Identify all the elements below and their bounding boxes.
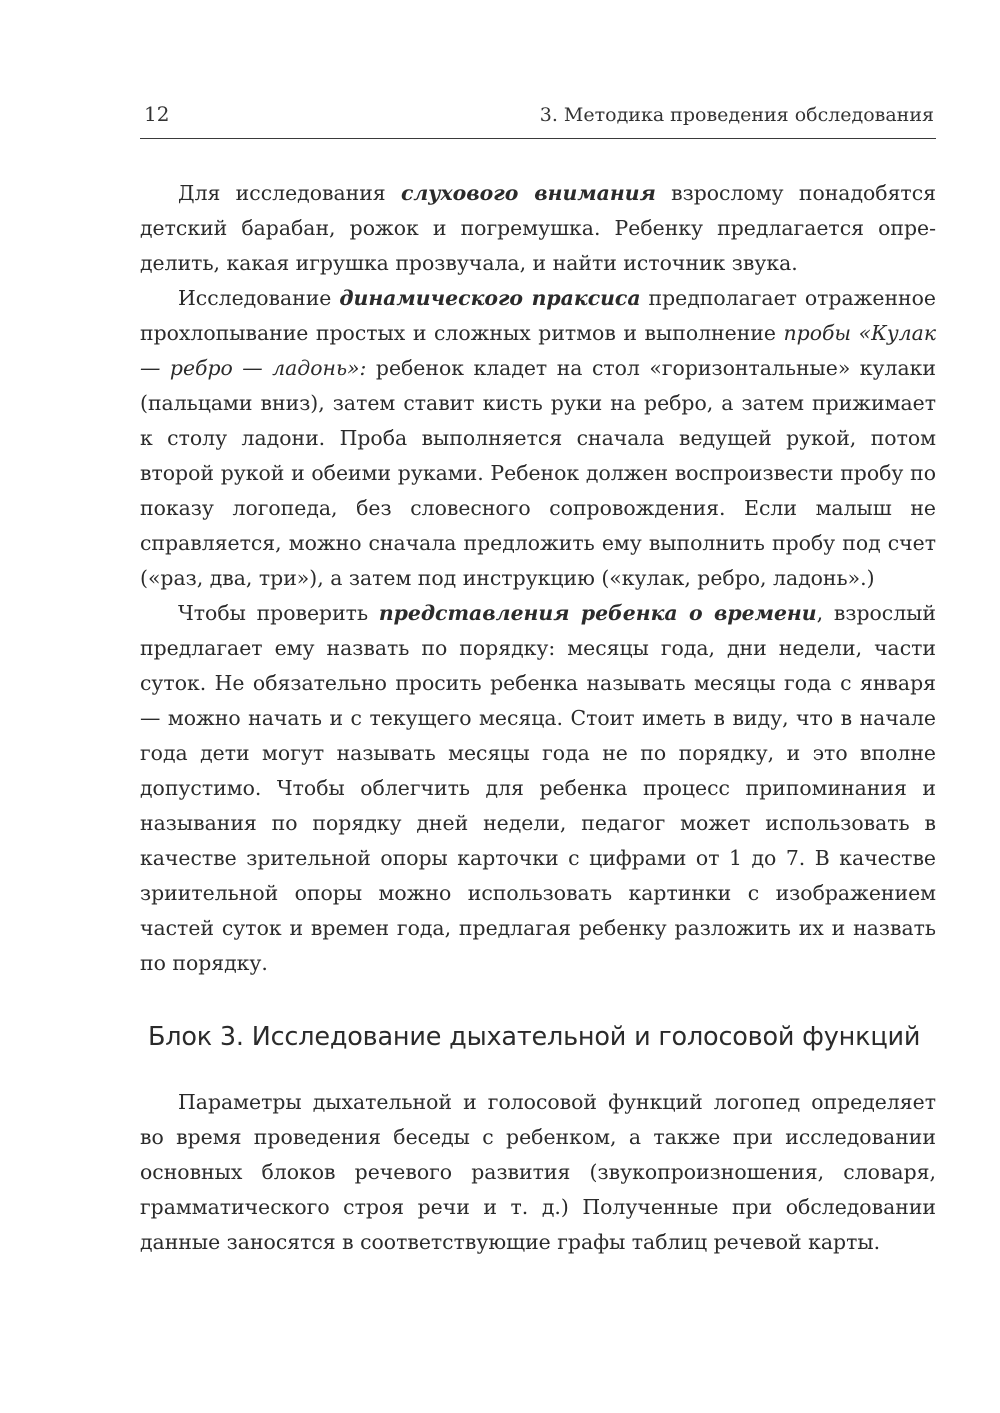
paragraph-text: ребенок кладет на стол «горизонтальные» кулаки (пальцами вниз), затем ставит кисть руки на ребро, а затем прижимает к столу ладони. Проба выполняется сначала ведущей рукой, потом второй рукой и обеими руками. Ребенок должен воспроизвести пробу по показу логопеда, без словесного сопровождения. Если малыш не справляется, можно сначала предложить ему выполнить пробу под счет («раз, два, три»), а затем под инструкцию («кулак, ребро, ладонь».) [140,356,936,590]
running-title: 3. Методика проведения обследования [539,104,934,126]
key-term: представления ребенка о времени [378,601,817,625]
paragraph-breathing-voice: Параметры дыхательной и голосовой функций логопед определяет во время проведения беседы с ребенком, а также при исследовании основных блоков речевого развития (звукопроизношения, словаря, грамматического строя речи и т. д.) Полученные при обследовании данные заносятся в соответствующие графы таблиц речевой карты. [140,1090,936,1254]
page-header [140,98,936,139]
paragraph-text: , взрослый предлагает ему назвать по порядку: месяцы года, дни недели, части суток. Не обязательно просить ребенка называть месяцы года с января — можно начать и с текущего месяца. Стоит иметь в виду, что в начале года дети могут называть месяцы года не по порядку, и это вполне допустимо. Чтобы облегчить для ребенка процесс припоминания и называния по порядку дней недели, педагог может использовать в качестве зрительной опоры карточки с цифрами от 1 до 7. В качестве зриительной опоры можно использовать картинки с изображением частей суток и времен года, предлагая ребенку разложить их и назвать по порядку. [140,601,936,975]
page-number: 12 [144,102,170,126]
section-heading: Блок 3. Исследование дыхательной и голосовой функций [148,1022,921,1052]
paragraph-time-concepts [140,596,936,981]
paragraph-dynamic-praxis [140,281,936,596]
key-term: слухового внимания [400,181,656,205]
paragraph-text: взрослому понадобятся детский барабан, рожок и погремушка. Ребенку предлагается определить, какая игрушка прозвучала, и найти источник звука. [140,181,936,275]
paragraph-text: Для исследования [178,181,401,205]
paragraph-auditory-attention [140,176,936,281]
paragraph-text: Чтобы проверить [178,601,379,625]
paragraph-text: Исследование [178,286,340,310]
key-term: динамического праксиса [339,286,641,310]
paragraph-text: предполагает отраженное прохлопывание простых и сложных ритмов и выполнение [140,286,936,345]
italic-test-name: пробы «Кулак — ребро — ладонь»: [140,321,936,380]
page-body [140,176,936,1260]
